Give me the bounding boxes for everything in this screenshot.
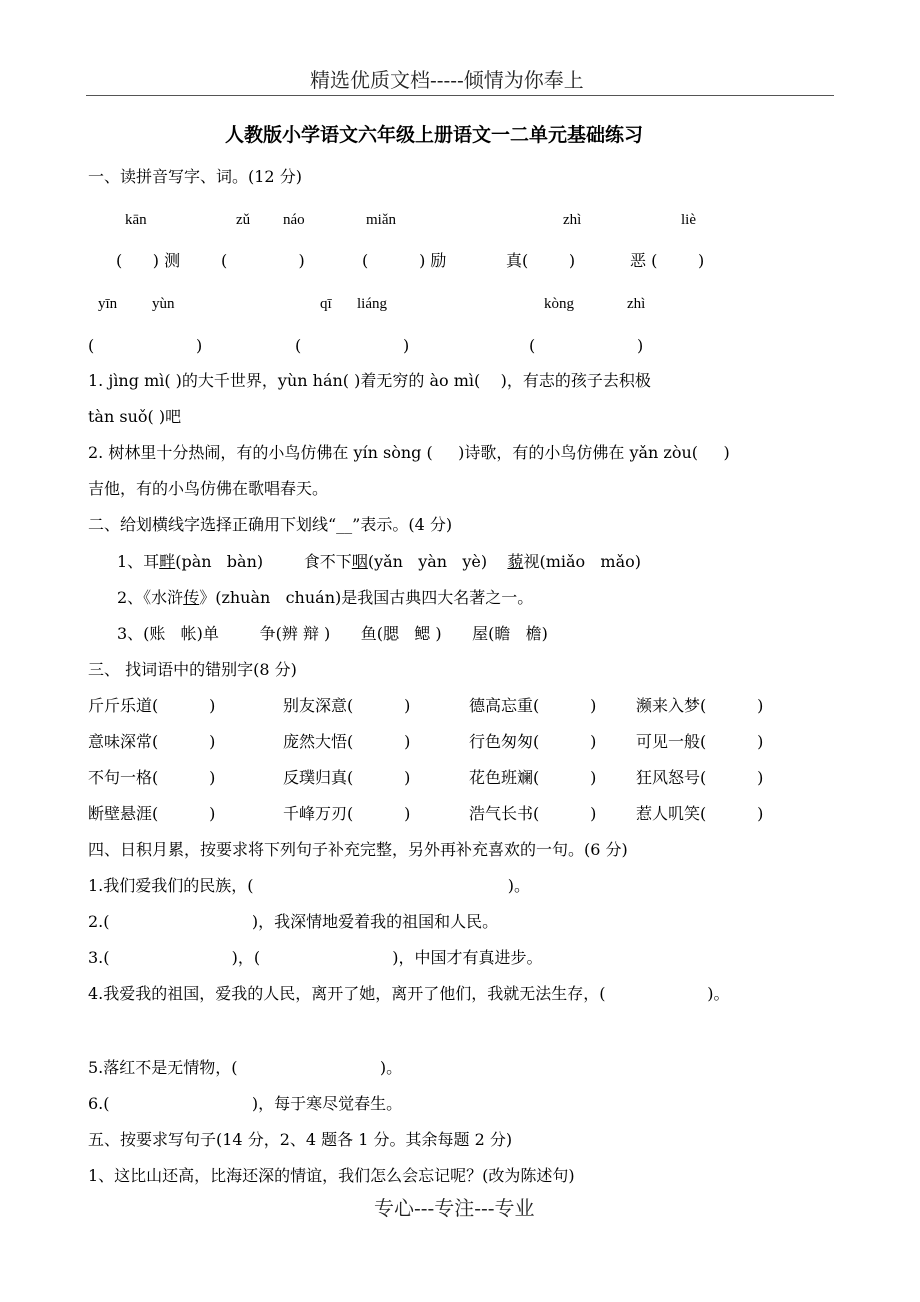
typo-item[interactable]: 德高忘重( ) xyxy=(469,696,597,715)
typo-item[interactable]: 狂风怒号( ) xyxy=(636,768,764,787)
underlined-character: 咽 xyxy=(351,552,368,571)
fill-sentence[interactable]: 4.我爱我的祖国，爱我的人民，离开了她，离开了他们，我就无法生存，( )。 xyxy=(88,984,730,1003)
pinyin: zǔ xyxy=(236,212,251,228)
typo-item[interactable]: 意味深常( ) xyxy=(88,732,216,751)
typo-item[interactable]: 可见一般( ) xyxy=(636,732,764,751)
pinyin: kòng xyxy=(544,296,574,312)
pinyin: yùn xyxy=(152,296,175,312)
section-1-heading: 一、读拼音写字、词。(12 分) xyxy=(88,167,302,186)
typo-item[interactable]: 别友深意( ) xyxy=(283,696,411,715)
question-2-line-2: 吉他，有的小鸟仿佛在歌唱春天。 xyxy=(88,479,329,498)
section-2-heading: 二、给划横线字选择正确用下划线“__”表示。(4 分) xyxy=(88,515,453,534)
typo-item[interactable]: 断壁悬涯( ) xyxy=(88,804,216,823)
typo-item[interactable]: 濒来入梦( ) xyxy=(636,696,764,715)
section-2-question-2 xyxy=(117,590,533,606)
choice-text[interactable]: 》(zhuàn chuán)是我国古典四大名著之一。 xyxy=(199,588,534,607)
underlined-character: 畔 xyxy=(159,552,176,571)
question-prefix: 1、耳 xyxy=(117,552,160,571)
section-4-heading: 四、日积月累，按要求将下列句子补充完整，另外再补充喜欢的一句。(6 分) xyxy=(88,840,628,859)
answer-blank[interactable]: 恶 ( ) xyxy=(630,251,705,270)
answer-blank[interactable]: ( ) xyxy=(295,336,410,355)
rewrite-question-1: 1、这比山还高，比海还深的情谊，我们怎么会忘记呢？(改为陈述句) xyxy=(88,1166,575,1185)
pinyin: yīn xyxy=(98,296,118,312)
typo-item[interactable]: 浩气长书( ) xyxy=(469,804,597,823)
section-5-heading: 五、按要求写句子(14 分，2、4 题各 1 分。其余每题 2 分) xyxy=(88,1130,513,1149)
fill-sentence[interactable]: 5.落红不是无情物，( )。 xyxy=(88,1058,403,1077)
fill-sentence[interactable]: 2.( )，我深情地爱着我的祖国和人民。 xyxy=(88,912,499,931)
pinyin: qī xyxy=(320,296,332,312)
answer-blank[interactable]: ( ) xyxy=(529,336,644,355)
fill-sentence[interactable]: 1.我们爱我们的民族，( )。 xyxy=(88,876,531,895)
answer-blank[interactable]: ( ) xyxy=(88,336,203,355)
page-footer: 专心---专注---专业 xyxy=(374,1196,535,1220)
choice-text[interactable]: (pàn bàn) 食不下 xyxy=(175,552,352,571)
pinyin: náo xyxy=(283,212,305,228)
section-2-question-1 xyxy=(117,554,641,570)
underlined-character: 藐 xyxy=(507,552,524,571)
typo-item[interactable]: 斤斤乐道( ) xyxy=(88,696,216,715)
answer-blank[interactable]: ( ) 测 xyxy=(116,251,181,270)
page-title: 人教版小学语文六年级上册语文一二单元基础练习 xyxy=(225,124,644,146)
pinyin: zhì xyxy=(627,296,646,312)
typo-item[interactable]: 花色班斓( ) xyxy=(469,768,597,787)
page-header: 精选优质文档-----倾情为你奉上 xyxy=(310,68,584,92)
fill-sentence[interactable]: 6.( )，每于寒尽觉春生。 xyxy=(88,1094,403,1113)
pinyin: liè xyxy=(681,212,696,228)
question-prefix: 2、《水浒 xyxy=(117,588,184,607)
typo-item[interactable]: 惹人叽笑( ) xyxy=(636,804,764,823)
question-1-line-2: tàn suǒ( )吧 xyxy=(88,407,182,426)
typo-item[interactable]: 庞然大悟( ) xyxy=(283,732,411,751)
typo-item[interactable]: 不句一格( ) xyxy=(88,768,216,787)
section-2-question-3[interactable]: 3、(账 帐)单 争(辨 辩 ) 鱼(腮 鳃 ) 屋(瞻 檐) xyxy=(117,624,548,643)
pinyin: liáng xyxy=(357,296,387,312)
pinyin: kān xyxy=(125,212,147,228)
pinyin: miǎn xyxy=(366,212,396,228)
answer-blank[interactable]: ( ) 励 xyxy=(362,251,447,270)
typo-item[interactable]: 行色匆匆( ) xyxy=(469,732,597,751)
fill-sentence[interactable]: 3.( )，( )，中国才有真进步。 xyxy=(88,948,543,967)
header-rule xyxy=(86,95,834,96)
answer-blank[interactable]: 真( ) xyxy=(506,251,576,270)
question-1-line-1: 1. jìng mì( )的大千世界，yùn hán( )着无穷的 ào mì( )，有志的孩子去积极 xyxy=(88,371,651,390)
question-2-line-1: 2. 树林里十分热闹，有的小鸟仿佛在 yín sòng ( )诗歌，有的小鸟仿佛在 yǎn zòu( ) xyxy=(88,443,730,462)
choice-text[interactable]: (yǎn yàn yè) xyxy=(367,552,508,571)
underlined-character: 传 xyxy=(183,588,200,607)
section-3-heading: 三、 找词语中的错别字(8 分) xyxy=(88,660,297,679)
answer-blank[interactable]: ( ) xyxy=(221,251,305,270)
choice-text[interactable]: 视(miǎo mǎo) xyxy=(523,552,642,571)
typo-item[interactable]: 反璞归真( ) xyxy=(283,768,411,787)
pinyin: zhì xyxy=(563,212,582,228)
typo-item[interactable]: 千峰万刃( ) xyxy=(283,804,411,823)
